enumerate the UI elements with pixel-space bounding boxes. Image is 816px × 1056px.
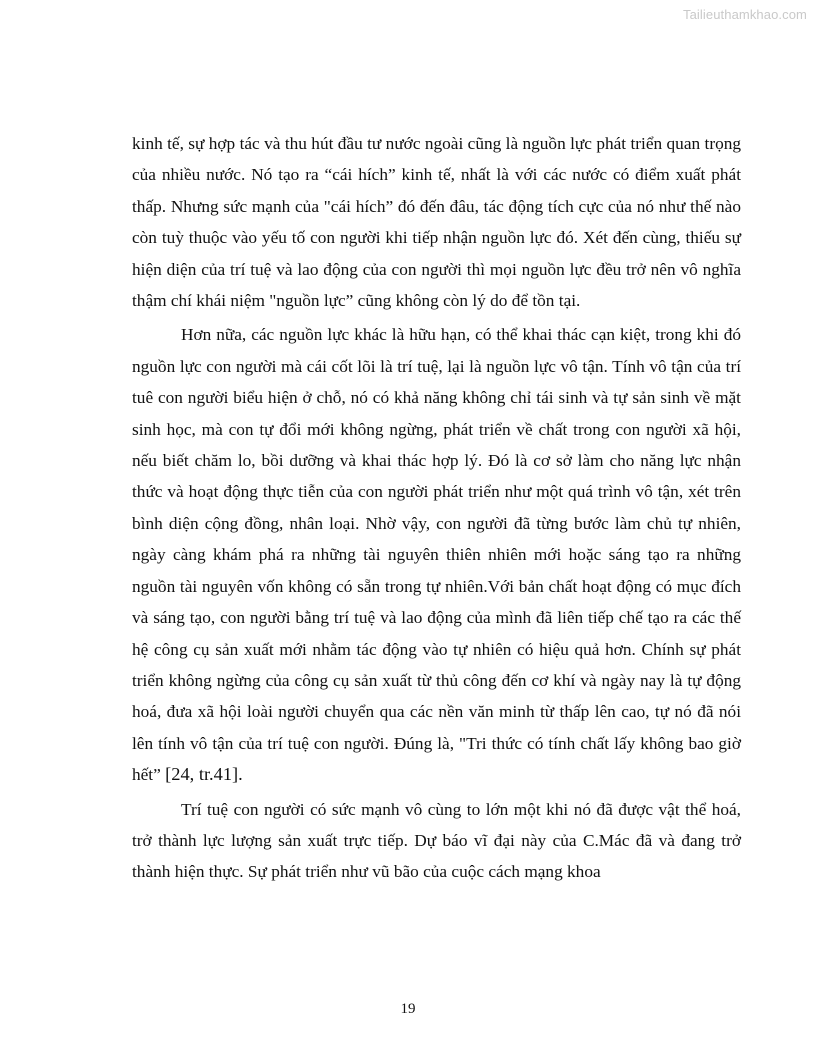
paragraph-3-text: Trí tuệ con người có sức mạnh vô cùng to lớn một khi nó đã được vật thể hoá, trở thành lực lượng sản xuất trực tiếp. Dự báo vĩ đại này của C.Mác đã và đang trở thành hiện thực. Sự phát triển như vũ bão của cuộc cách mạng khoa: [132, 799, 741, 882]
watermark: Tailieuthamkhao.com: [682, 7, 807, 22]
page-number: 19: [400, 1001, 416, 1017]
paragraph-1-text: kinh tế, sự hợp tác và thu hút đầu tư nước ngoài cũng là nguồn lực phát triển quan trọng của nhiều nước. Nó tạo ra “cái hích” kinh tế, nhất là với các nước có điểm xuất phát thấp. Nhưng sức mạnh của "cái hích” đó đến đâu, tác động tích cực của nó như thế nào còn tuỳ thuộc vào yếu tố con người khi tiếp nhận nguồn lực đó. Xét đến cùng, thiếu sự hiện diện của trí tuệ và lao động của con người thì mọi nguồn lực đều trở nên vô nghĩa thậm chí khái niệm "nguồn lực” cũng không còn lý do để tồn tại.: [132, 134, 741, 311]
paragraph-2-text: Hơn nữa, các nguồn lực khác là hữu hạn, có thể khai thác cạn kiệt, trong khi đó nguồn lực con người mà cái cốt lõi là trí tuệ, lại là nguồn lực vô tận. Tính vô tận của trí tuê con người biểu hiện ở chỗ, nó có khả năng không chỉ tái sinh và tự sản sinh về mặt sinh học, mà con tự đổi mới không ngừng, phát triển về chất trong con người xã hội, nếu biết chăm lo, bồi dưỡng và khai thác hợp lý. Đó là cơ sở làm cho năng lực nhận thức và hoạt động thực tiễn của con người phát triển như một quá trình vô tận, xét trên bình diện cộng đồng, nhân loại. Nhờ vậy, con người đã từng bước làm chủ tự nhiên, ngày càng khám phá ra những tài nguyên thiên nhiên mới hoặc sáng tạo ra những nguồn tài nguyên vốn không có sẵn trong tự nhiên.Với bản chất hoạt động có mục đích và sáng tạo, con người bằng trí tuệ và lao động của mình đã liên tiếp chế tạo ra các thế hệ công cụ sản xuất mới nhằm tác động vào tự nhiên có hiệu quả hơn. Chính sự phát triển không ngừng của công cụ sản xuất từ thủ công đến cơ khí và ngày nay là tự động hoá, đưa xã hội loài người chuyển qua các nền văn minh từ thấp lên cao, tự nó đã nói lên tính vô tận của trí tuệ con người. Đúng là, "Tri thức có tính chất lấy không bao giờ hết”: [132, 325, 741, 785]
document-body: [132, 128, 741, 891]
citation: [24, tr.41].: [165, 764, 243, 785]
paragraph-3: [132, 794, 741, 888]
paragraph-1: [132, 128, 741, 316]
paragraph-2: [132, 319, 741, 790]
